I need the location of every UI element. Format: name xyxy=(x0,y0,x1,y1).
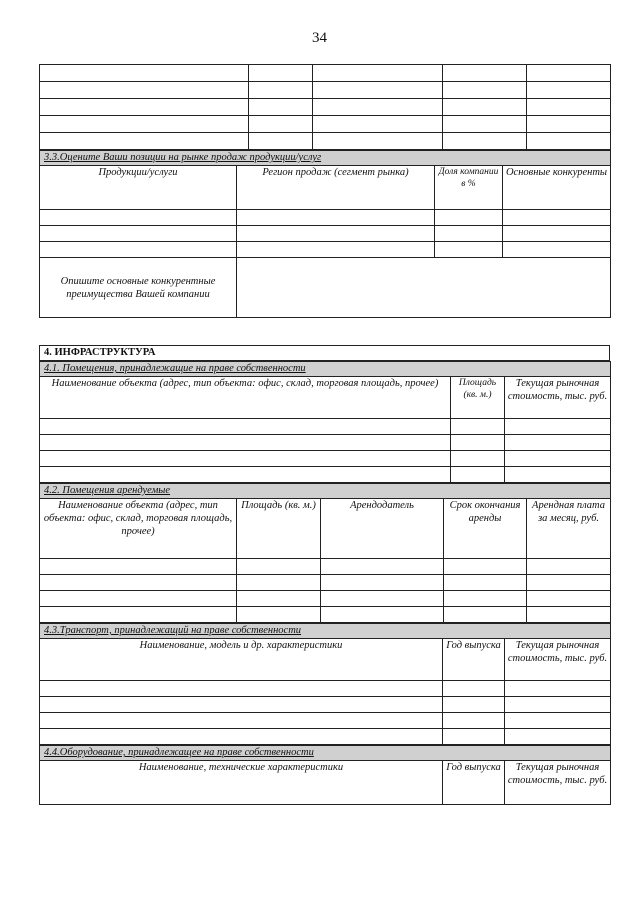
owned-equipment-table xyxy=(39,745,611,805)
col-name: Наименование, модель и др. характеристики xyxy=(40,639,443,681)
section-4-2-title: 4.2. Помещения арендуемые xyxy=(40,484,611,499)
owned-transport-table xyxy=(39,623,611,745)
table-row xyxy=(40,226,611,242)
col-value: Текущая рыночная стоимость, тыс. руб. xyxy=(505,761,611,805)
section-4-1-title: 4.1. Помещения, принадлежащие на праве собственности xyxy=(40,362,611,377)
table-row xyxy=(40,82,611,99)
col-value: Текущая рыночная стоимость, тыс. руб. xyxy=(505,377,611,419)
table-row xyxy=(40,419,611,435)
col-lessor: Арендодатель xyxy=(321,499,444,559)
section-3-3-title: 3.3.Оцените Ваши позиции на рынке продаж продукции/услуг xyxy=(40,151,611,166)
advantages-label: Опишите основные конкурентные преимущества Вашей компании xyxy=(40,258,237,318)
table-row xyxy=(40,697,611,713)
section-4-title: 4. ИНФРАСТРУКТУРА xyxy=(40,346,610,361)
col-area: Площадь (кв. м.) xyxy=(451,377,505,419)
table-row xyxy=(40,133,611,150)
rented-premises-table xyxy=(39,483,611,623)
table-row xyxy=(40,65,611,82)
col-value: Текущая рыночная стоимость, тыс. руб. xyxy=(505,639,611,681)
col-name: Наименование, технические характеристики xyxy=(40,761,443,805)
advantages-field[interactable] xyxy=(237,258,611,318)
section-4-3-title: 4.3.Транспорт, принадлежащий на праве собственности xyxy=(40,624,611,639)
table-row xyxy=(40,607,611,623)
table-row xyxy=(40,435,611,451)
table-row xyxy=(40,116,611,133)
infrastructure-block xyxy=(39,345,610,805)
col-area: Площадь (кв. м.) xyxy=(237,499,321,559)
col-name: Наименование объекта (адрес, тип объекта: офис, склад, торговая площадь, прочее) xyxy=(40,377,451,419)
col-term: Срок окончания аренды xyxy=(444,499,527,559)
col-share: Доля компании в % xyxy=(435,166,503,210)
table-row xyxy=(40,575,611,591)
col-name: Наименование объекта (адрес, тип объекта: офис, склад, торговая площадь, прочее) xyxy=(40,499,237,559)
market-position-block xyxy=(39,64,610,318)
table-row xyxy=(40,99,611,116)
owned-premises-table xyxy=(39,361,611,483)
table-row xyxy=(40,591,611,607)
table-row xyxy=(40,242,611,258)
continuation-table xyxy=(39,64,611,150)
table-row xyxy=(40,210,611,226)
section-4-4-title: 4.4.Оборудование, принадлежащее на праве собственности xyxy=(40,746,611,761)
table-row xyxy=(40,559,611,575)
col-region: Регион продаж (сегмент рынка) xyxy=(237,166,435,210)
col-competitors: Основные конкуренты xyxy=(503,166,611,210)
col-year: Год выпуска xyxy=(443,639,505,681)
table-row xyxy=(40,451,611,467)
table-row xyxy=(40,729,611,745)
table-row xyxy=(40,467,611,483)
table-row xyxy=(40,713,611,729)
infrastructure-header xyxy=(39,345,610,361)
market-position-table xyxy=(39,150,611,318)
col-products: Продукции/услуги xyxy=(40,166,237,210)
col-rent: Арендная плата за месяц, руб. xyxy=(527,499,611,559)
page-number: 34 xyxy=(312,30,327,46)
col-year: Год выпуска xyxy=(443,761,505,805)
table-row xyxy=(40,681,611,697)
